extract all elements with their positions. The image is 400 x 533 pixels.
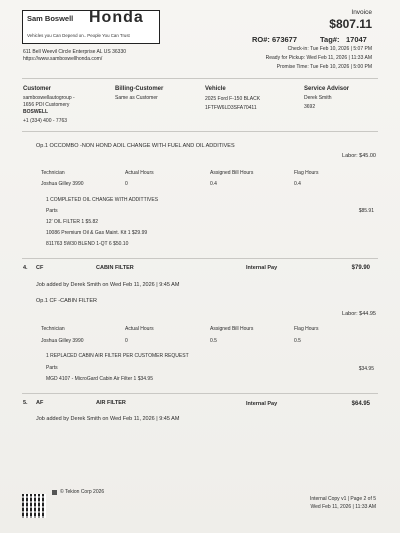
- dealer-logo: [22, 10, 160, 44]
- vehicle-label: Vehicle: [205, 86, 226, 92]
- col-technician: Technician: [41, 326, 65, 332]
- promise-time: Promise Time: Tue Feb 10, 2026 | 5:00 PM: [276, 64, 372, 70]
- actual-hours: 0: [125, 181, 128, 187]
- vehicle-model: 2025 Ford F-150 BLACK: [205, 96, 261, 102]
- doc-type: Invoice: [351, 9, 372, 16]
- labor-amount: Labor: $45.00: [342, 153, 376, 159]
- parts-total: $34.95: [358, 366, 374, 372]
- job-amount: $64.95: [351, 401, 370, 407]
- printed-time: Wed Feb 11, 2026 | 11:33 AM: [310, 504, 376, 510]
- advisor-id: 3692: [304, 104, 316, 110]
- assigned-hours: 0.4: [210, 181, 217, 187]
- logo-tagline: Vehicles you Can Depend on.. People You Can Trust: [27, 33, 130, 38]
- col-assigned-hours: Assigned Bill Hours: [210, 326, 254, 332]
- part-line: MGD 4107 - MicroGard Cabin Air Filter 1 $34.95: [46, 376, 153, 382]
- job-description: 1 COMPLETED OIL CHANGE WITH ADDITTIVES: [46, 197, 159, 203]
- qr-code-icon: [22, 494, 46, 518]
- job-number: 4.: [23, 265, 28, 271]
- job-description: 1 REPLACED CABIN AIR FILTER PER CUSTOMER REQUEST: [46, 353, 189, 359]
- col-flag-hours: Flag Hours: [294, 170, 319, 176]
- ready-time: Ready for Pickup: Wed Feb 11, 2026 | 11:33 AM: [265, 55, 372, 61]
- parts-label: Parts: [46, 208, 58, 214]
- billing-value: Same as Customer: [115, 95, 158, 101]
- col-technician: Technician: [41, 170, 65, 176]
- col-assigned-hours: Assigned Bill Hours: [210, 170, 254, 176]
- technician-name: Joshua Gilley 3990: [41, 338, 84, 344]
- billing-label: Billing-Customer: [115, 86, 164, 92]
- tag-label: Tag#:: [320, 35, 340, 44]
- col-actual-hours: Actual Hours: [125, 170, 154, 176]
- col-flag-hours: Flag Hours: [294, 326, 319, 332]
- tekion-logo-icon: [52, 490, 57, 495]
- job-added-note: Job added by Derek Smith on Wed Feb 11, 2026 | 9:45 AM: [36, 416, 180, 422]
- divider: [22, 393, 378, 394]
- job-code: CF: [36, 265, 44, 271]
- customer-phone: +1 (334) 400 - 7763: [23, 118, 68, 124]
- pay-type: Internal Pay: [246, 265, 278, 271]
- technician-name: Joshua Gilley 3990: [41, 181, 84, 187]
- vehicle-vin: 1FTFW6LD3SFA70411: [205, 105, 257, 111]
- actual-hours: 0: [125, 338, 128, 344]
- part-line: 10086 Premium Oil & Gas Maint. Kit 1 $29.99: [46, 230, 148, 236]
- invoice-total: $807.11: [329, 17, 372, 31]
- checkin-time: Check-in: Tue Feb 10, 2026 | 5:07 PM: [287, 46, 372, 52]
- parts-label: Parts: [46, 365, 58, 371]
- divider: [22, 78, 378, 79]
- divider: [22, 258, 378, 259]
- labor-amount: Labor: $44.95: [342, 311, 376, 317]
- job-name: CABIN FILTER: [96, 265, 134, 271]
- dealer-website: https://www.samboswellhonda.com/: [23, 56, 103, 62]
- logo-small-text: Sam Boswell: [27, 14, 74, 23]
- ro-label: RO#:: [252, 35, 270, 44]
- ro-number: 673677: [272, 35, 298, 44]
- pay-type: Internal Pay: [246, 401, 278, 407]
- customer-line: samboswellautogroup -: [23, 95, 75, 101]
- copy-info: Internal Copy v1 | Page 2 of 5: [309, 496, 376, 502]
- flag-hours: 0.5: [294, 338, 301, 344]
- parts-total: $85.91: [358, 208, 374, 214]
- advisor-label: Service Advisor: [304, 86, 350, 92]
- dealer-address: 611 Bell Weevil Circle Enterprise AL US 36330: [23, 49, 127, 55]
- job-amount: $79.90: [351, 265, 370, 271]
- flag-hours: 0.4: [294, 181, 301, 187]
- advisor-name: Derek Smith: [304, 95, 332, 101]
- job-op-title: Op.1 CF -CABIN FILTER: [36, 298, 98, 304]
- part-line: 811763 5W30 BLEND 1-QT 6 $50.10: [46, 241, 129, 247]
- divider: [22, 131, 378, 132]
- job-op-title: Op.1 OCCOMBO -NON HOND AOIL CHANGE WITH FUEL AND OIL ADDITIVES: [36, 143, 235, 149]
- customer-line: 1656 PDI Customery: [23, 102, 70, 108]
- tag-number: 17047: [346, 35, 367, 44]
- customer-line: BOSWELL: [23, 109, 48, 115]
- part-line: 12’ OIL FILTER 1 $5.82: [46, 219, 99, 225]
- assigned-hours: 0.5: [210, 338, 217, 344]
- col-actual-hours: Actual Hours: [125, 326, 154, 332]
- job-code: AF: [36, 400, 44, 406]
- copyright: © Tekion Corp 2026: [60, 489, 105, 495]
- logo-brand-text: Honda: [89, 9, 144, 26]
- job-number: 5.: [23, 400, 28, 406]
- job-added-note: Job added by Derek Smith on Wed Feb 11, 2026 | 9:45 AM: [36, 282, 180, 288]
- customer-label: Customer: [23, 86, 52, 92]
- job-name: AIR FILTER: [96, 400, 126, 406]
